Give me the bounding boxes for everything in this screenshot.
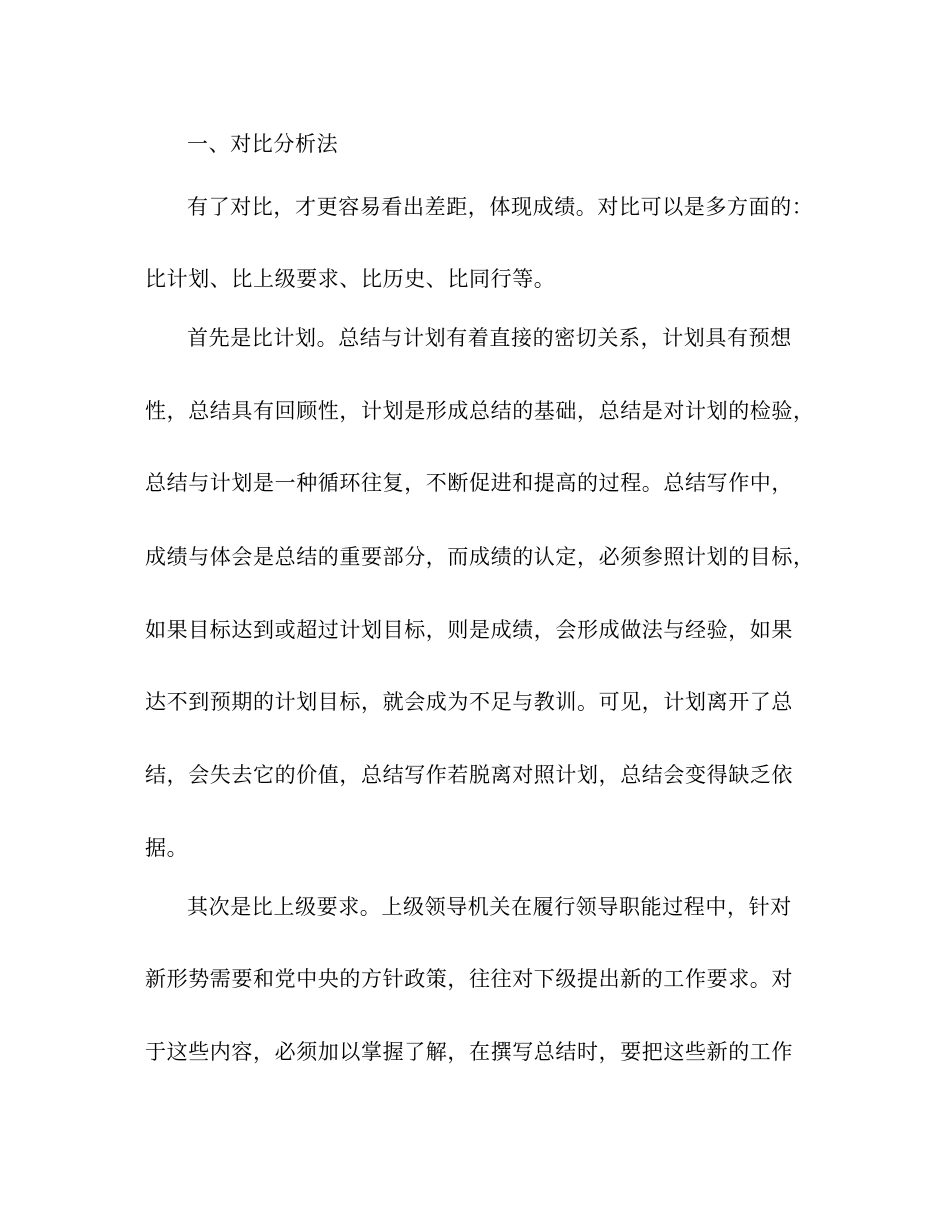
paragraph-line: 新形势需要和党中央的方针政策，往往对下级提出新的工作要求。对 <box>145 967 793 991</box>
paragraph-line: 有了对比，才更容易看出差距，体现成绩。对比可以是多方面的： <box>187 195 814 219</box>
paragraph-line: 结，会失去它的价值，总结写作若脱离对照计划，总结会变得缺乏依 <box>145 763 793 787</box>
paragraph-line: 比计划、比上级要求、比历史、比同行等。 <box>145 267 556 291</box>
paragraph-line: 成绩与体会是总结的重要部分，而成绩的认定，必须参照计划的目标， <box>145 545 815 569</box>
paragraph-line: 如果目标达到或超过计划目标，则是成绩，会形成做法与经验，如果 <box>145 618 793 642</box>
paragraph-line: 据。 <box>145 836 189 860</box>
paragraph-line: 首先是比计划。总结与计划有着直接的密切关系，计划具有预想 <box>187 326 792 350</box>
paragraph-line: 其次是比上级要求。上级领导机关在履行领导职能过程中，针对 <box>187 895 792 919</box>
paragraph-line: 于这些内容，必须加以掌握了解，在撰写总结时，要把这些新的工作 <box>145 1040 793 1064</box>
section-heading: 一、对比分析法 <box>187 132 339 156</box>
paragraph-line: 总结与计划是一种循环往复，不断促进和提高的过程。总结写作中， <box>145 471 793 495</box>
paragraph-line: 性，总结具有回顾性，计划是形成总结的基础，总结是对计划的检验， <box>145 399 815 423</box>
paragraph-line: 达不到预期的计划目标，就会成为不足与教训。可见，计划离开了总 <box>145 690 793 714</box>
